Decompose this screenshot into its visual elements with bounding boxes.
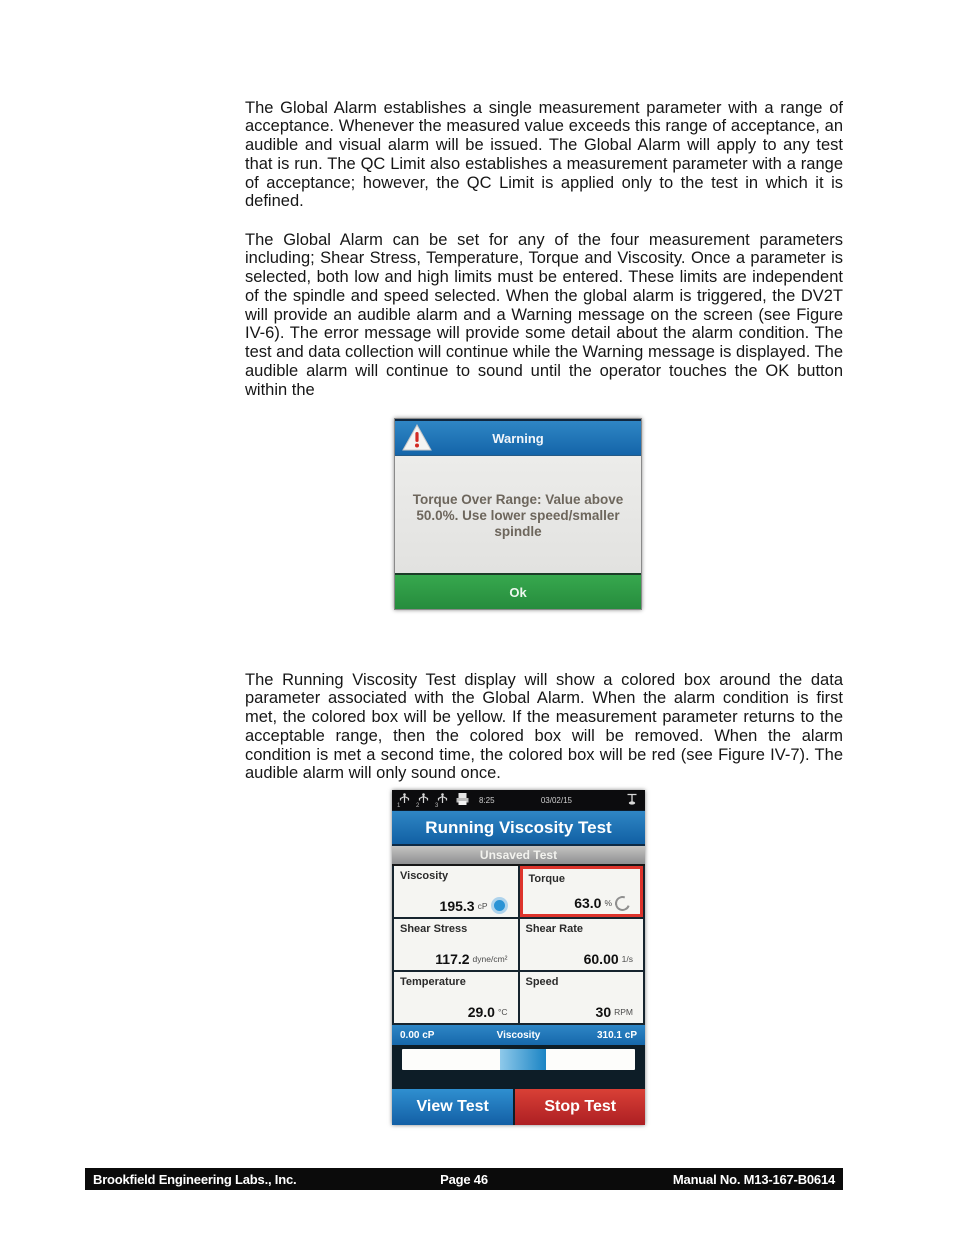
usb-port-2-icon: 2 [417, 793, 431, 807]
usb-port-1-icon: 1 [398, 793, 412, 807]
device-button-row [392, 1087, 645, 1125]
speed-cell: Speed 30 RPM [520, 972, 644, 1023]
footer-page-number: Page 46 [440, 1171, 488, 1187]
view-test-button[interactable]: View Test [392, 1089, 513, 1125]
footer-manual-number: Manual No. M13-167-B0614 [672, 1171, 835, 1187]
warning-dialog-header [395, 419, 641, 455]
progress-min-label: 0.00 cP [400, 1029, 435, 1041]
viscosity-progress-track [402, 1049, 635, 1070]
shear-rate-cell: Shear Rate 60.00 1/s [520, 919, 644, 970]
running-viscosity-test-figure [392, 790, 645, 1125]
printer-icon [455, 792, 470, 808]
page-footer-bar [85, 1168, 843, 1190]
status-date: 03/02/15 [540, 795, 572, 805]
device-screen-title: Running Viscosity Test [425, 817, 612, 837]
paragraph-global-alarm-intro: The Global Alarm establishes a single measurement parameter with a range of acceptance. Whenever the measured value exceeds this range of acceptance, an audible and visual alarm will be issued. The Global Alarm will apply to any test that is run. The QC Limit also establishes a measurement parameter with a range of acceptance; however, the QC Limit is applied only to the test in which it is defined. [245, 98, 843, 211]
readings-grid [392, 866, 645, 1025]
device-status-bar [392, 790, 645, 810]
warning-dialog-body [395, 455, 641, 573]
torque-cell-alarm: Torque 63.0 % [520, 866, 644, 917]
stop-test-button[interactable]: Stop Test [515, 1089, 645, 1125]
footer-company: Brookfield Engineering Labs., Inc. [93, 1171, 297, 1187]
temperature-cell: Temperature 29.0 °C [394, 972, 518, 1023]
warning-dialog-figure [394, 418, 642, 610]
usb-port-3-icon: 3 [436, 793, 450, 807]
viscosity-cell: Viscosity 195.3 cP [394, 866, 518, 917]
device-title-bar [392, 810, 645, 846]
progress-title: Viscosity [496, 1029, 541, 1041]
warning-message: Torque Over Range: Value above 50.0%. Use lower speed/smaller spindle [412, 492, 624, 539]
progress-max-label: 310.1 cP [596, 1029, 637, 1041]
warning-dialog-title: Warning [492, 430, 544, 446]
viscosity-progress-area [392, 1045, 645, 1087]
ok-button[interactable]: Ok [395, 573, 641, 609]
viscosity-progress-segment [500, 1049, 547, 1070]
viscosity-progress-header [392, 1025, 645, 1045]
status-time: 8:25 [479, 795, 495, 805]
shear-stress-cell: Shear Stress 117.2 dyne/cm² [394, 919, 518, 970]
paragraph-running-test-colored-box: The Running Viscosity Test display will show a colored box around the data parameter associated with the Global Alarm. When the alarm condition is first met, the colored box will be yellow. If the measurement parameter returns to the acceptable range, then the colored box will be removed. When the alarm condition is met a second time, the colored box will be red (see Figure IV-7). The audible alarm will only sound once. [245, 670, 843, 783]
status-dot-icon [491, 897, 508, 914]
gauge-arc-icon [613, 893, 633, 913]
warning-triangle-icon [402, 424, 432, 456]
spindle-icon [625, 793, 639, 808]
test-status-banner: Unsaved Test [392, 846, 645, 866]
paragraph-global-alarm-parameters: The Global Alarm can be set for any of the four measurement parameters including; Shear Stress, Temperature, Torque and Viscosity. Once a parameter is selected, both low and high limits must be entered. These limits are independent of the spindle and speed selected. When the global alarm is triggered, the DV2T will provide an audible alarm and a Warning message on the screen (see Figure IV-6). The error message will provide some detail about the alarm condition. The test and data collection will continue while the Warning message is displayed. The audible alarm will continue to sound until the operator touches the OK button within the [245, 230, 843, 399]
